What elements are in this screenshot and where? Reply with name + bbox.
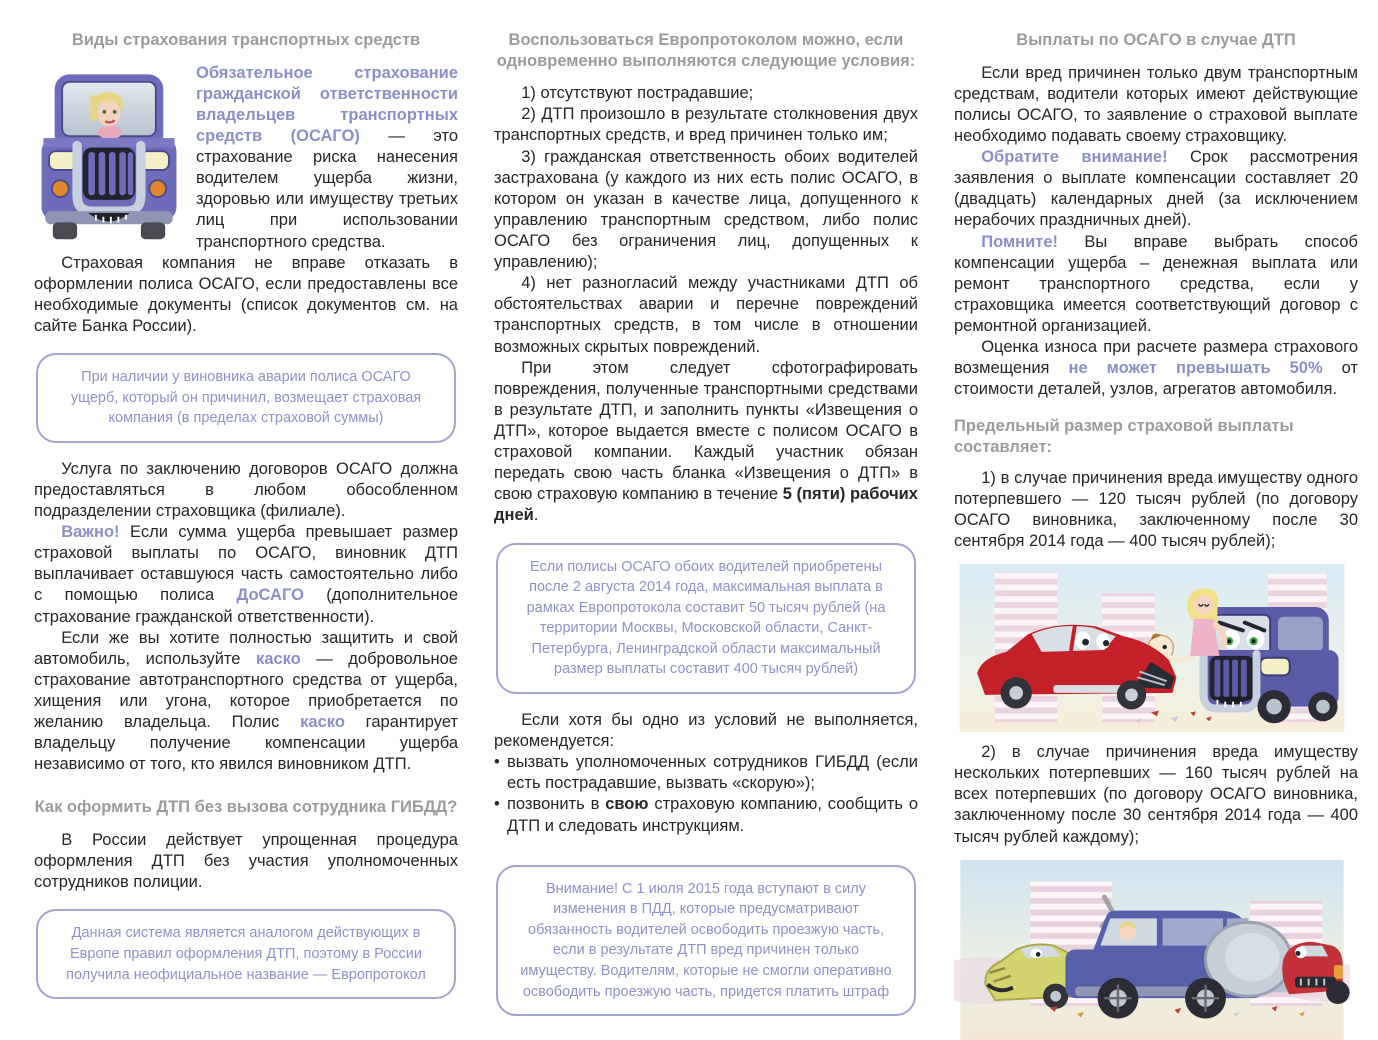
section-heading-no-police: Как оформить ДТП без вызова сотрудника ГИБДД? (34, 798, 458, 817)
paragraph-service: Услуга по заключению договоров ОСАГО должна предоставляться в любом обособленном подразделении страховщика (филиале). (34, 459, 458, 520)
paragraph-note: Обратите внимание! Срок рассмотрения заявления о выплате компенсации составляет 20 (двадцать) календарных дней (за исключением нерабочих праздничных дней). (954, 148, 1358, 230)
intro-block (34, 63, 458, 253)
bullet-call-insurer: • позвонить в свою страховую компанию, сообщить о ДТП и следовать инструкциям. (494, 794, 918, 836)
condition-2: 2) ДТП произошло в результате столкновения двух транспортных средств, и вред причинен только им; (494, 105, 918, 145)
paragraph-important: Важно! Если сумма ущерба превышает размер страховой выплаты по ОСАГО, виновник ДТП выплачивает оставшуюся часть самостоятельно либо с помощью полиса ДоСАГО (дополнительное страхование гражданской ответственности). (34, 523, 459, 626)
section-heading-max-payout: Предельный размер страховой выплаты составляет: (954, 417, 1294, 456)
column-insurance-types (34, 24, 459, 983)
paragraph-case-several-victims: 2) в случае причинения вреда имуществу нескольких потерпевших — 160 тысяч рублей на всех потерпевших (по договору ОСАГО виновника, заключенному после 30 сентября 2014 года — 400 тысяч рублей каждому); (954, 743, 1358, 846)
own-insurer-term: свою (605, 795, 649, 814)
condition-4: 4) нет разногласий между участниками ДТП об обстоятельствах аварии и перечне повреждений транспортных средств, в том числе в отношении возможных скрытых повреждений. (494, 274, 918, 356)
paragraph-photo-notice: При этом следует сфотографировать повреждения, полученные транспортными средствами в результате ДТП, и заполнить пункты «Извещения о ДТП», которое выдается вместе с полисом ОСАГО в страховой компании. Каждый участник обязан передать свою часть бланка «Извещения о ДТП» в свою страховую компанию в течение 5 (пяти) рабочих дней. (494, 358, 918, 525)
jeep-illustration (34, 65, 184, 243)
paragraph-wear-assessment: Оценка износа при расчете размера страхового возмещения не может превышать 50% от стоимости деталей, узлов, агрегатов автомобиля. (954, 338, 1358, 399)
crash-two-cars-illustration (954, 564, 1358, 732)
paragraph-two-vehicles: Если вред причинен только двум транспортным средствам, водители которых имеют действующие полисы ОСАГО, то заявление о страховой выплате необходимо подавать своему страховщику. (954, 63, 1358, 145)
five-days-term: 5 (пяти) рабочих дней (494, 485, 918, 525)
kasko-term: каско (256, 649, 301, 668)
paragraph-company-obligation: Страховая компания не вправе отказать в оформлении полиса ОСАГО, если предоставлены все необходимые документы (список документов см. на сайте Банка России). (34, 253, 458, 335)
osago-term: Обязательное страхование гражданской ответственности владельцев транспортных средств (ОСАГО) (196, 63, 458, 145)
note-label: Обратите внимание! (981, 148, 1168, 167)
paragraph-kasko: Если же вы хотите полностью защитить и свой автомобиль, используйте каско — добровольное страхование автотранспортного средства от ущерба, хищения или угона, которое приобретается по желанию владельца. Полис каско гарантирует владельцу получение компенсации ущерба независимо от того, кто явился виновником ДТП. (34, 628, 458, 774)
note-box-payout-limit: Если полисы ОСАГО обоих водителей приобретены после 2 августа 2014 года, максимальная выплата в рамках Европротокола составит 50 тысяч рублей (на территории Москвы, Московской области, Санкт-Петербурга, Ленинградской области максимальный размер выплаты составит 400 тысяч рублей) (496, 543, 916, 694)
kasko-term-2: каско (300, 713, 345, 732)
section-heading-insurance-types: Виды страхования транспортных средств (71, 31, 421, 49)
fifty-percent-term: не может превышать 50% (1068, 359, 1323, 378)
paragraph-remember: Помните! Вы вправе выбрать способ компенсации ущерба – денежная выплата или ремонт транспортного средства, если у страховщика имеется соответствующий договор с ремонтной организацией. (954, 232, 1358, 335)
note-box-guilty-policy: При наличии у виновника аварии полиса ОСАГО ущерб, который он причинил, возмещает страховая компания (в пределах страховой суммы) (36, 353, 456, 443)
remember-label: Помните! (981, 232, 1059, 251)
condition-3: 3) гражданская ответственность обоих водителей застрахована (у каждого из них есть полис ОСАГО, в котором он указан в качестве лица, допущенного к управлению транспортным средством, либо полис ОСАГО без ограничения лиц, допущенных к управлению); (494, 147, 918, 272)
osago-definition-text: — это страхование риска нанесения водителем ущерба жизни, здоровью или имуществу третьих лиц при использовании транспортного средства. (196, 126, 458, 251)
paragraph-simplified-procedure: В России действует упрощенная процедура оформления ДТП без участия уполномоченных сотрудников полиции. (34, 831, 458, 892)
crash-three-cars-illustration (954, 860, 1358, 1040)
note-box-road-clearing: Внимание! С 1 июля 2015 года вступают в силу изменения в ПДД, которые предусматривают обязанность водителей освободить проезжую часть, если в результате ДТП вред причинен только имуществу. Водителям, которые не смогли оперативно освободить проезжую часть, придется платить штраф (496, 865, 916, 1016)
paragraph-case-one-victim: 1) в случае причинения вреда имуществу одного потерпевшего — 120 тысяч рублей (по договору ОСАГО виновника, заключенному после 30 сентября 2014 года — 400 тысяч рублей); (954, 468, 1358, 550)
condition-1: 1) отсутствуют пострадавшие; (521, 84, 754, 103)
column-europrotocol-conditions (494, 24, 918, 1000)
bullet-call-gibdd: • вызвать уполномоченных сотрудников ГИБДД (если есть пострадавшие, вызвать «скорую»); (494, 752, 918, 794)
column-osago-payouts (954, 24, 1358, 962)
dosago-term: ДоСАГО (236, 586, 304, 605)
paragraph-if-condition-fails: Если хотя бы одно из условий не выполняется, рекомендуется: (494, 711, 918, 751)
important-label: Важно! (61, 523, 120, 542)
note-box-europrotocol: Данная система является аналогом действующих в Европе правил оформления ДТП, поэтому в России получила неофициальное название — Европротокол (36, 909, 456, 999)
section-heading-conditions: Воспользоваться Европротоколом можно, если одновременно выполняются следующие условия: (496, 31, 916, 70)
section-heading-payouts: Выплаты по ОСАГО в случае ДТП (1016, 31, 1296, 49)
